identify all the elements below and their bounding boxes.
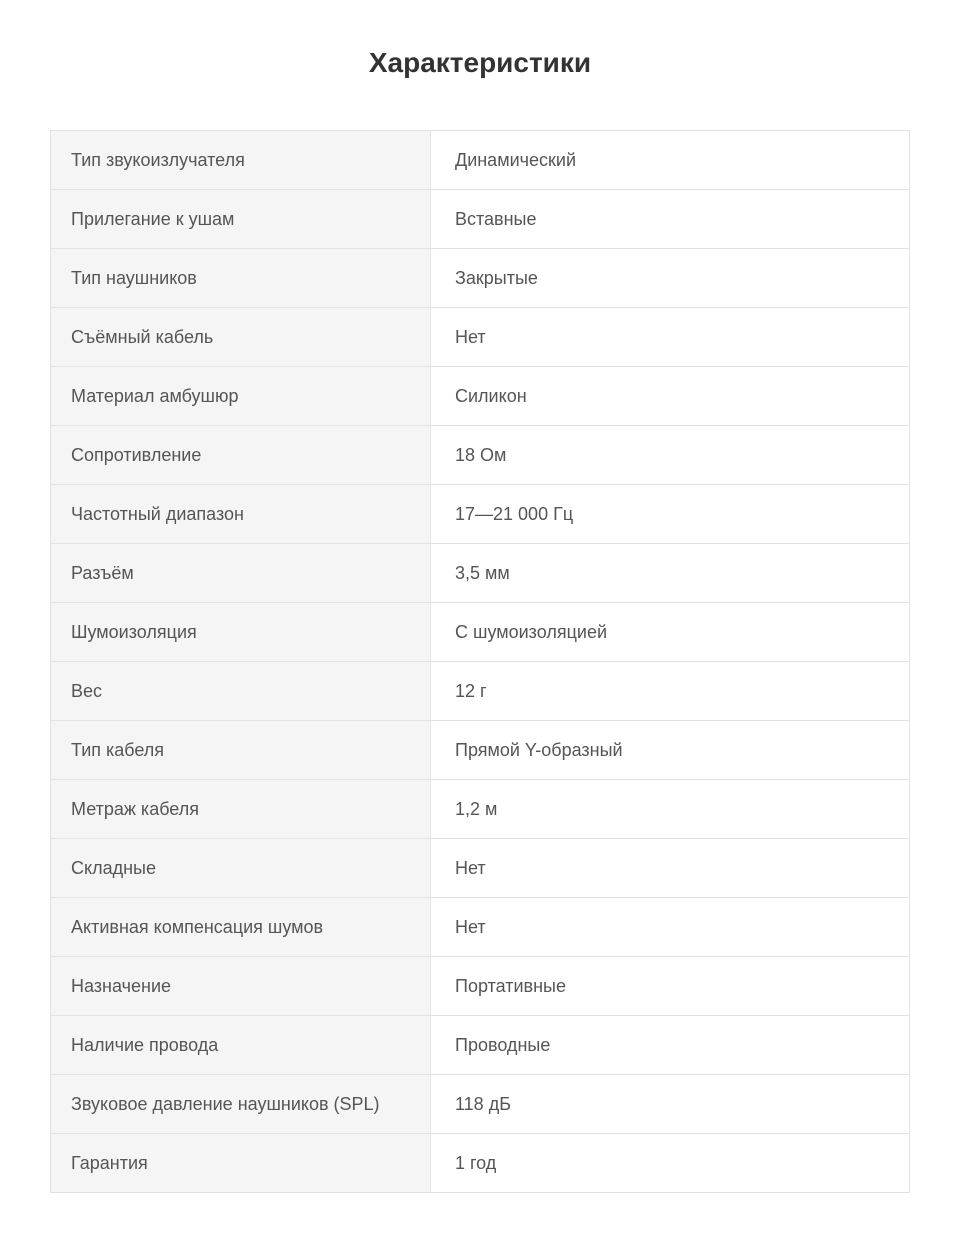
table-row xyxy=(51,839,910,898)
spec-name: Наличие провода xyxy=(51,1016,431,1075)
spec-name: Звуковое давление наушников (SPL) xyxy=(51,1075,431,1134)
spec-value: Нет xyxy=(431,308,910,367)
spec-value: Динамический xyxy=(431,131,910,190)
spec-name: Активная компенсация шумов xyxy=(51,898,431,957)
spec-name: Тип кабеля xyxy=(51,721,431,780)
spec-value: Нет xyxy=(431,839,910,898)
spec-value: 1 год xyxy=(431,1134,910,1193)
spec-name: Тип наушников xyxy=(51,249,431,308)
spec-value: Портативные xyxy=(431,957,910,1016)
spec-value: С шумоизоляцией xyxy=(431,603,910,662)
spec-value: 1,2 м xyxy=(431,780,910,839)
table-row xyxy=(51,1134,910,1193)
page-title: Характеристики xyxy=(368,47,592,78)
spec-value: Силикон xyxy=(431,367,910,426)
table-row xyxy=(51,721,910,780)
spec-value: Проводные xyxy=(431,1016,910,1075)
spec-value: Закрытые xyxy=(431,249,910,308)
spec-name: Метраж кабеля xyxy=(51,780,431,839)
spec-value: Вставные xyxy=(431,190,910,249)
spec-name: Назначение xyxy=(51,957,431,1016)
specs-table xyxy=(50,130,910,1193)
table-row xyxy=(51,1075,910,1134)
spec-name: Вес xyxy=(51,662,431,721)
spec-name: Частотный диапазон xyxy=(51,485,431,544)
spec-value: 17—21 000 Гц xyxy=(431,485,910,544)
spec-name: Тип звукоизлучателя xyxy=(51,131,431,190)
spec-name: Складные xyxy=(51,839,431,898)
table-row xyxy=(51,603,910,662)
spec-name: Съёмный кабель xyxy=(51,308,431,367)
spec-name: Разъём xyxy=(51,544,431,603)
table-row xyxy=(51,485,910,544)
spec-value: 12 г xyxy=(431,662,910,721)
table-row xyxy=(51,308,910,367)
table-row xyxy=(51,190,910,249)
spec-name: Гарантия xyxy=(51,1134,431,1193)
table-row xyxy=(51,544,910,603)
table-row xyxy=(51,898,910,957)
table-row xyxy=(51,780,910,839)
table-row xyxy=(51,662,910,721)
spec-value: 3,5 мм xyxy=(431,544,910,603)
table-row xyxy=(51,249,910,308)
spec-value: Прямой Y-образный xyxy=(431,721,910,780)
spec-name: Материал амбушюр xyxy=(51,367,431,426)
spec-name: Прилегание к ушам xyxy=(51,190,431,249)
spec-name: Сопротивление xyxy=(51,426,431,485)
table-row xyxy=(51,957,910,1016)
spec-value: Нет xyxy=(431,898,910,957)
spec-name: Шумоизоляция xyxy=(51,603,431,662)
table-row xyxy=(51,426,910,485)
spec-value: 118 дБ xyxy=(431,1075,910,1134)
spec-value: 18 Ом xyxy=(431,426,910,485)
table-row xyxy=(51,1016,910,1075)
table-row xyxy=(51,367,910,426)
table-row xyxy=(51,131,910,190)
